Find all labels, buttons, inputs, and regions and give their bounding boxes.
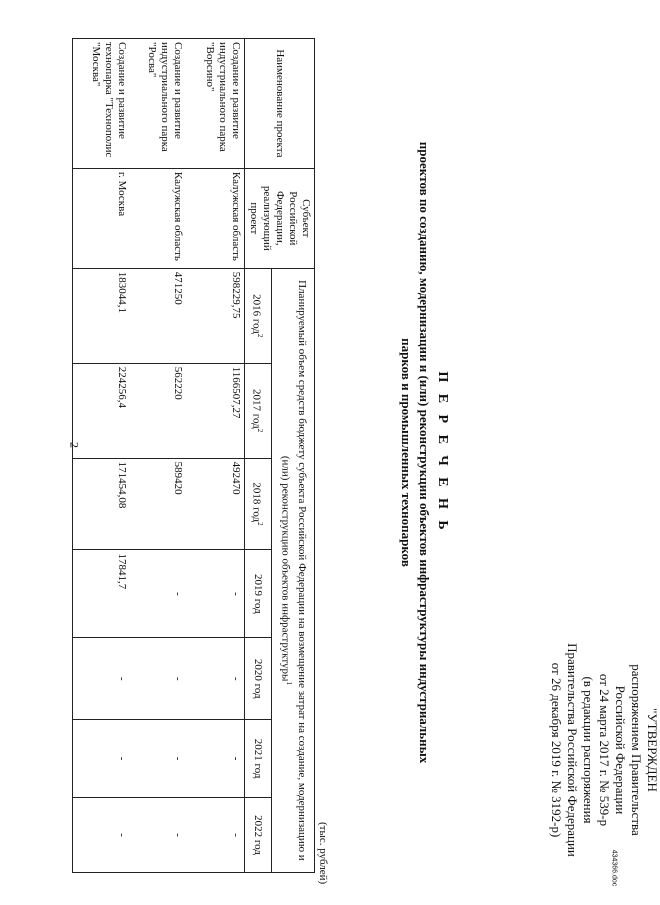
year-sup: 2 [256, 428, 265, 433]
value-cell: - [131, 550, 187, 638]
document-title: П Е Р Е Ч Е Н Ь [435, 371, 450, 534]
table-row [73, 39, 131, 873]
value-cell: 471250 [131, 268, 187, 363]
approval-line: "УТВЕРЖДЕН [645, 708, 660, 792]
header-funding-text: Планируемый объем средств бюджету субъекта Российской Федерации на возмещение затрат на создание, модернизацию и (или) реконструкцию объектов инфраструктуры [279, 280, 308, 861]
project-name-cell: Создание и развитие технопарка "Технополис "Москва" [73, 39, 131, 169]
value-cell: - [187, 638, 245, 720]
header-funding-sup: 1 [284, 681, 293, 685]
value-cell: 1166507,27 [187, 363, 245, 458]
value-cell: 562220 [131, 363, 187, 458]
document-subtitle-line1: проектов по созданию, модернизации и (или) реконструкции объектов инфраструктуры индустриальных [417, 141, 432, 764]
year-label: 2021 год [252, 738, 265, 779]
subject-cell: Калужская область [187, 168, 245, 268]
value-cell: 224256,4 [73, 363, 131, 458]
year-label: 2017 год [250, 388, 263, 429]
header-year [245, 550, 272, 638]
year-label: 2019 год [252, 574, 265, 614]
document-subtitle-line2: парков и промышленных технопарков [399, 338, 414, 567]
header-year [245, 798, 272, 873]
approval-line: Российской Федерации [613, 685, 628, 815]
approval-line: от 26 декабря 2019 г. № 3192-р) [549, 662, 564, 838]
value-cell: 171454,08 [73, 458, 131, 550]
value-cell: 589420 [131, 458, 187, 550]
value-cell: - [73, 798, 131, 873]
approval-line: распоряжением Правительства [629, 664, 644, 836]
value-cell: - [187, 720, 245, 798]
file-id: 434366.doc [610, 849, 618, 887]
header-year [245, 638, 272, 720]
project-name-cell: Создание и развитие индустриального парка "Ворсино" [187, 39, 245, 169]
year-label: 2016 год [250, 294, 263, 334]
value-cell: 17841,7 [73, 550, 131, 638]
document-heading [398, 0, 450, 905]
year-label: 2020 год [252, 658, 265, 699]
approval-line: (в редакции распоряжения [581, 676, 596, 824]
value-cell: 598229,75 [187, 268, 245, 363]
header-year [245, 720, 272, 798]
value-cell: - [131, 798, 187, 873]
approval-block [548, 610, 660, 890]
year-sup: 2 [256, 522, 265, 526]
year-sup: 2 [256, 333, 265, 338]
header-year [245, 363, 272, 458]
value-cell: - [187, 550, 245, 638]
header-year [245, 458, 272, 550]
project-name-cell: Создание и развитие индустриального парка "Росва" [131, 39, 187, 169]
approval-line: Правительства Российской Федерации [565, 643, 580, 857]
value-cell: 492470 [187, 458, 245, 550]
page-number: 2 [67, 442, 82, 448]
value-cell: - [131, 638, 187, 720]
year-label: 2022 год [252, 815, 265, 855]
header-funding-group [271, 268, 314, 872]
header-project-name: Наименование проекта [245, 39, 315, 169]
value-cell: - [131, 720, 187, 798]
table-row [131, 39, 187, 873]
table-row [187, 39, 245, 873]
header-subject: Субъект Российской Федерации, реализующий проект [245, 168, 315, 268]
value-cell: 183044,1 [73, 268, 131, 363]
value-cell: - [73, 720, 131, 798]
subject-cell: Калужская область [131, 168, 187, 268]
year-label: 2018 год [250, 482, 263, 523]
approval-line: от 24 марта 2017 г. № 539-р [597, 673, 612, 827]
subject-cell: г. Москва [73, 168, 131, 268]
value-cell: - [187, 798, 245, 873]
projects-table [72, 38, 315, 873]
value-cell: - [73, 638, 131, 720]
units-label: (тыс. рублей) [317, 822, 329, 885]
header-year [245, 268, 272, 363]
